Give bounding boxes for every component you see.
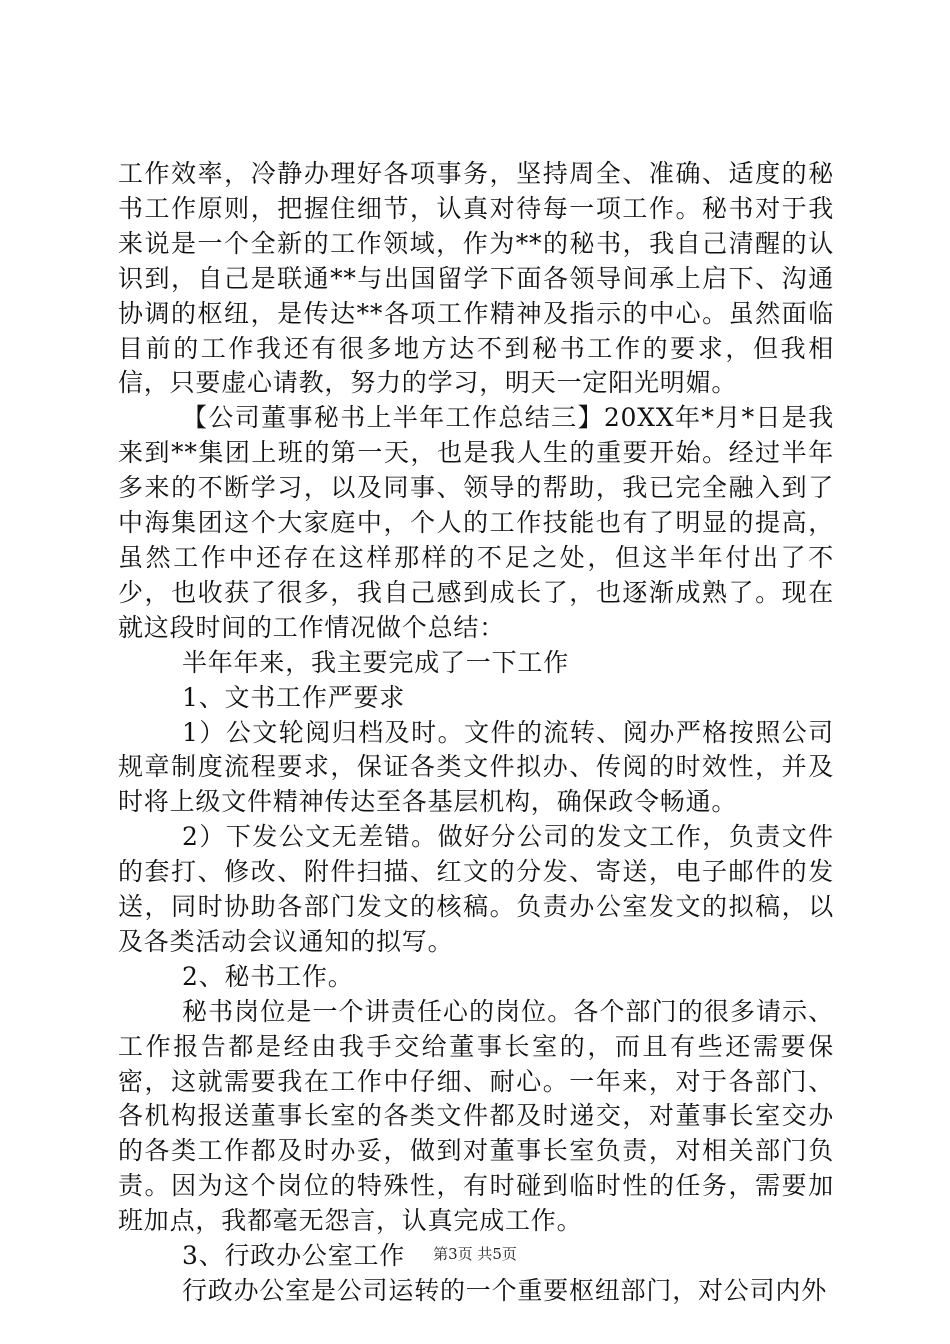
paragraph-1: 工作效率，冷静办理好各项事务，坚持周全、准确、适度的秘书工作原则，把握住细节，认真对待每一项工作。秘书对于我来说是一个全新的工作领域，作为**的秘书，我自己清醒的认识到，自己是联通**与出国留学下面各领导间承上启下、沟通协调的枢纽，是传达**各项工作精神及指示的中心。虽然面临目前的工作我还有很多地方达不到秘书工作的要求，但我相信，只要虚心请教，努力的学习，明天一定阳光明媚。	[118, 159, 834, 398]
paragraph-3: 半年年来，我主要完成了一下工作	[182, 647, 570, 677]
page-number-footer: 第3页 共5页	[433, 1245, 517, 1263]
section-heading-3: 3、行政办公室工作	[182, 1241, 406, 1271]
paragraph-6: 2）下发公文无差错。做好分公司的发文工作，负责文件的套打、修改、附件扫描、红文的分发、寄送，电子邮件的发送，同时协助各部门发文的核稿。负责办公室发文的拟稿，以及各类活动会议通知的拟写。	[118, 822, 834, 956]
paragraph-2: 【公司董事秘书上半年工作总结三】20XX年*月*日是我来到**集团上班的第一天，也是我人生的重要开始。经过半年多来的不断学习，以及同事、领导的帮助，我已完全融入到了中海集团这个大家庭中，个人的工作技能也有了明显的提高，虽然工作中还存在这样那样的不足之处，但这半年付出了不少，也收获了很多，我自己感到成长了，也逐渐成熟了。现在就这段时间的工作情况做个总结：	[118, 403, 834, 642]
section-heading-2: 2、秘书工作。	[182, 961, 354, 991]
paragraph-10: 行政办公室是公司运转的一个重要枢纽部门，对公司内外	[182, 1276, 828, 1305]
paragraph-5: 1）公文轮阅归档及时。文件的流转、阅办严格按照公司规章制度流程要求，保证各类文件拟办、传阅的时效性，并及时将上级文件精神传达至各基层机构，确保政令畅通。	[118, 717, 834, 817]
document-body	[118, 157, 834, 1309]
paragraph-8: 秘书岗位是一个讲责任心的岗位。各个部门的很多请示、工作报告都是经由我手交给董事长室的，而且有些还需要保密，这就需要我在工作中仔细、耐心。一年来，对于各部门、各机构报送董事长室的各类文件都及时递交，对董事长室交办的各类工作都及时办妥，做到对董事长室负责，对相关部门负责。因为这个岗位的特殊性，有时碰到临时性的任务，需要加班加点，我都毫无怨言，认真完成工作。	[118, 996, 834, 1236]
section-heading-1: 1、文书工作严要求	[182, 682, 406, 712]
